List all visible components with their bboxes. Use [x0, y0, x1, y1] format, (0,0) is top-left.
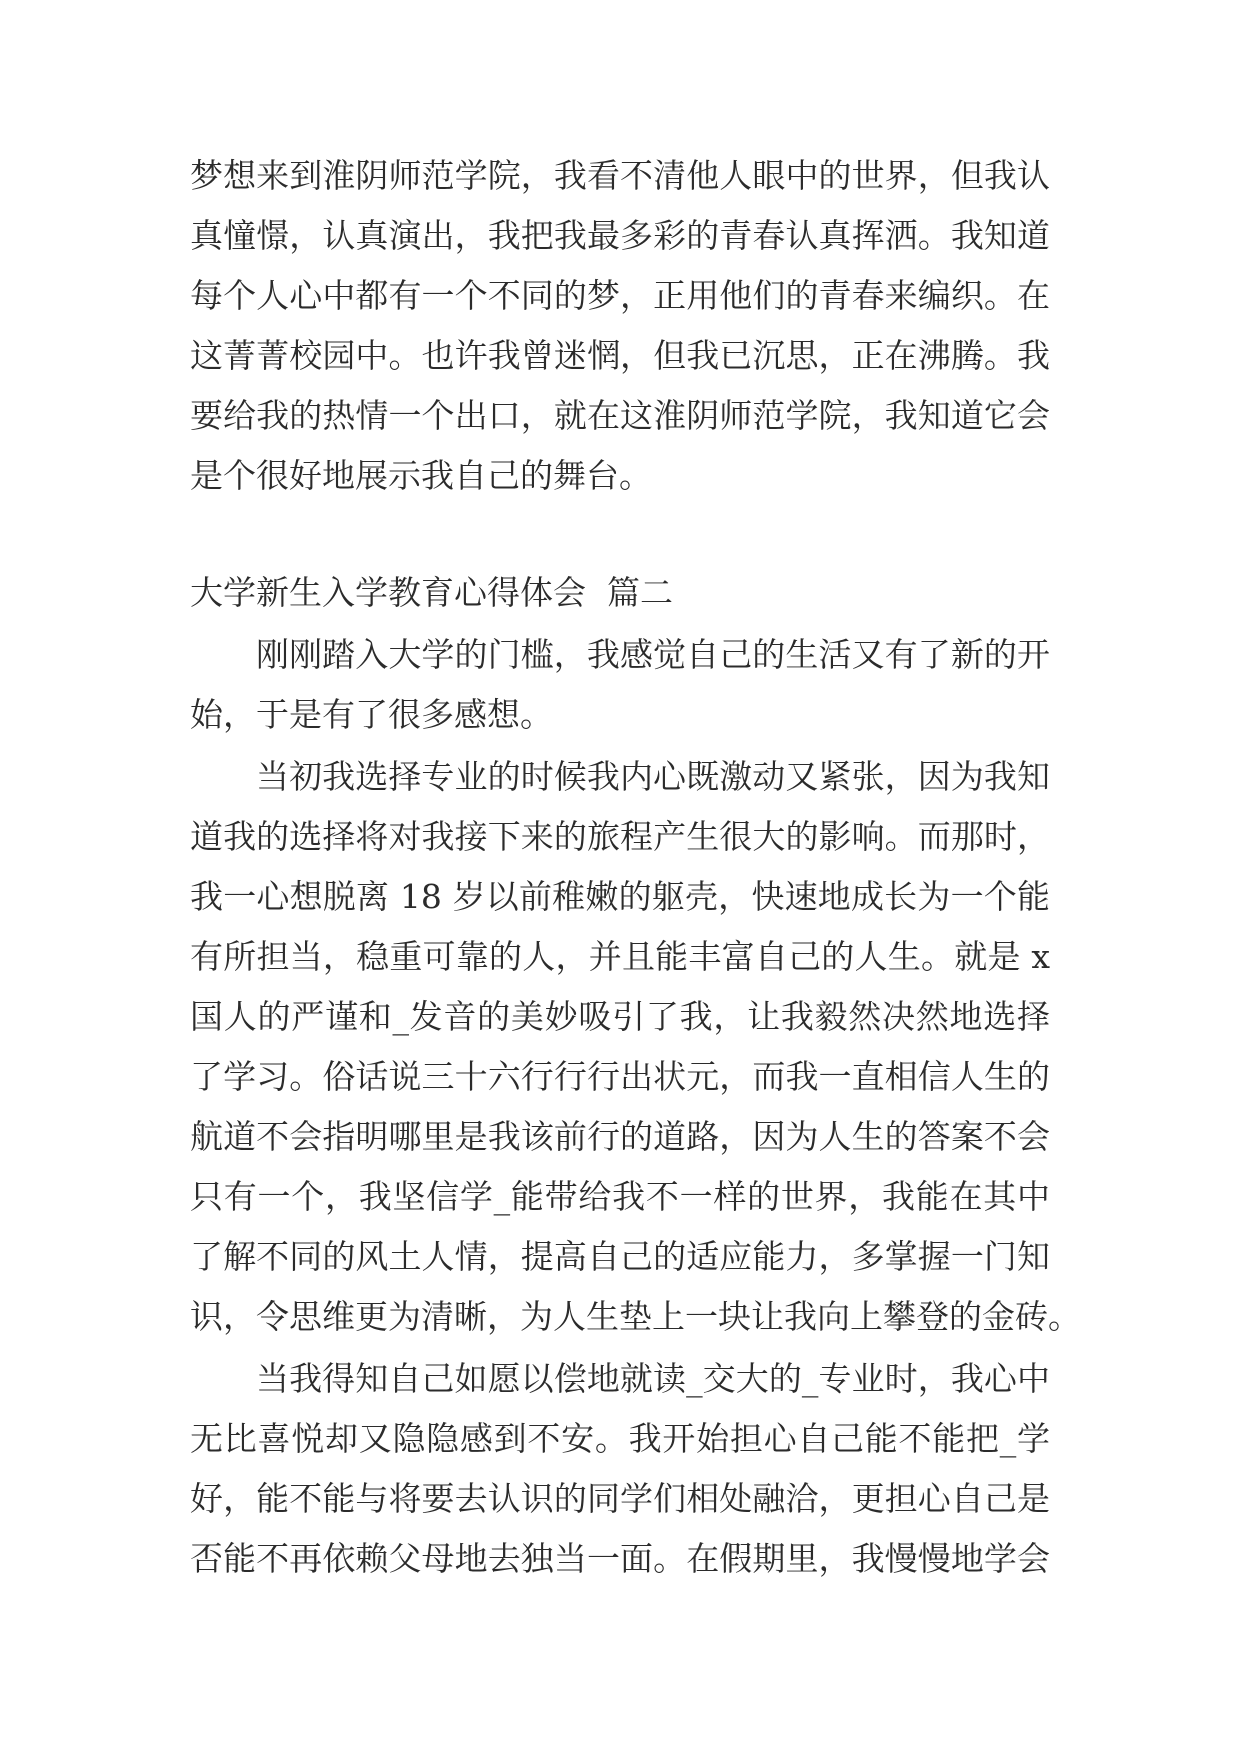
- text-line: 始，于是有了很多感想。: [190, 695, 553, 734]
- text-line: 这菁菁校园中。也许我曾迷惘，但我已沉思，正在沸腾。我: [190, 336, 1050, 375]
- text-line: 当初我选择专业的时候我内心既激动又紧张，因为我知: [256, 757, 1050, 796]
- text-line: 有所担当，稳重可靠的人，并且能丰富自己的人生。就是 x: [190, 937, 1050, 976]
- text-line: 是个很好地展示我自己的舞台。: [190, 456, 652, 495]
- text-line: 我一心想脱离 18 岁以前稚嫩的躯壳，快速地成长为一个能: [190, 877, 1050, 916]
- text-line: 无比喜悦却又隐隐感到不安。我开始担心自己能不能把_学: [190, 1419, 1050, 1458]
- text-line: 当我得知自己如愿以偿地就读_交大的_专业时，我心中: [256, 1359, 1050, 1398]
- text-line: 刚刚踏入大学的门槛，我感觉自己的生活又有了新的开: [256, 635, 1050, 674]
- text-line: 了学习。俗话说三十六行行行出状元，而我一直相信人生的: [190, 1057, 1050, 1096]
- text-line: 国人的严谨和_发音的美妙吸引了我，让我毅然决然地选择: [190, 997, 1050, 1036]
- text-line: 要给我的热情一个出口，就在这淮阴师范学院，我知道它会: [190, 396, 1050, 435]
- section-heading: 大学新生入学教育心得体会 篇二: [190, 573, 673, 612]
- text-line: 真憧憬，认真演出，我把我最多彩的青春认真挥洒。我知道: [190, 216, 1050, 255]
- text-line: 道我的选择将对我接下来的旅程产生很大的影响。而那时，: [190, 817, 1050, 856]
- text-line: 好，能不能与将要去认识的同学们相处融洽，更担心自己是: [190, 1479, 1050, 1518]
- text-line: 每个人心中都有一个不同的梦，正用他们的青春来编织。在: [190, 276, 1050, 315]
- text-line: 梦想来到淮阴师范学院，我看不清他人眼中的世界，但我认: [190, 156, 1050, 195]
- text-line: 否能不再依赖父母地去独当一面。在假期里，我慢慢地学会: [190, 1539, 1050, 1578]
- text-line: 识，令思维更为清晰，为人生垫上一块让我向上攀登的金砖。: [190, 1297, 1081, 1336]
- text-line: 了解不同的风土人情，提高自己的适应能力，多掌握一门知: [190, 1237, 1050, 1276]
- text-line: 航道不会指明哪里是我该前行的道路，因为人生的答案不会: [190, 1117, 1050, 1156]
- text-line: 只有一个，我坚信学_能带给我不一样的世界，我能在其中: [190, 1177, 1050, 1216]
